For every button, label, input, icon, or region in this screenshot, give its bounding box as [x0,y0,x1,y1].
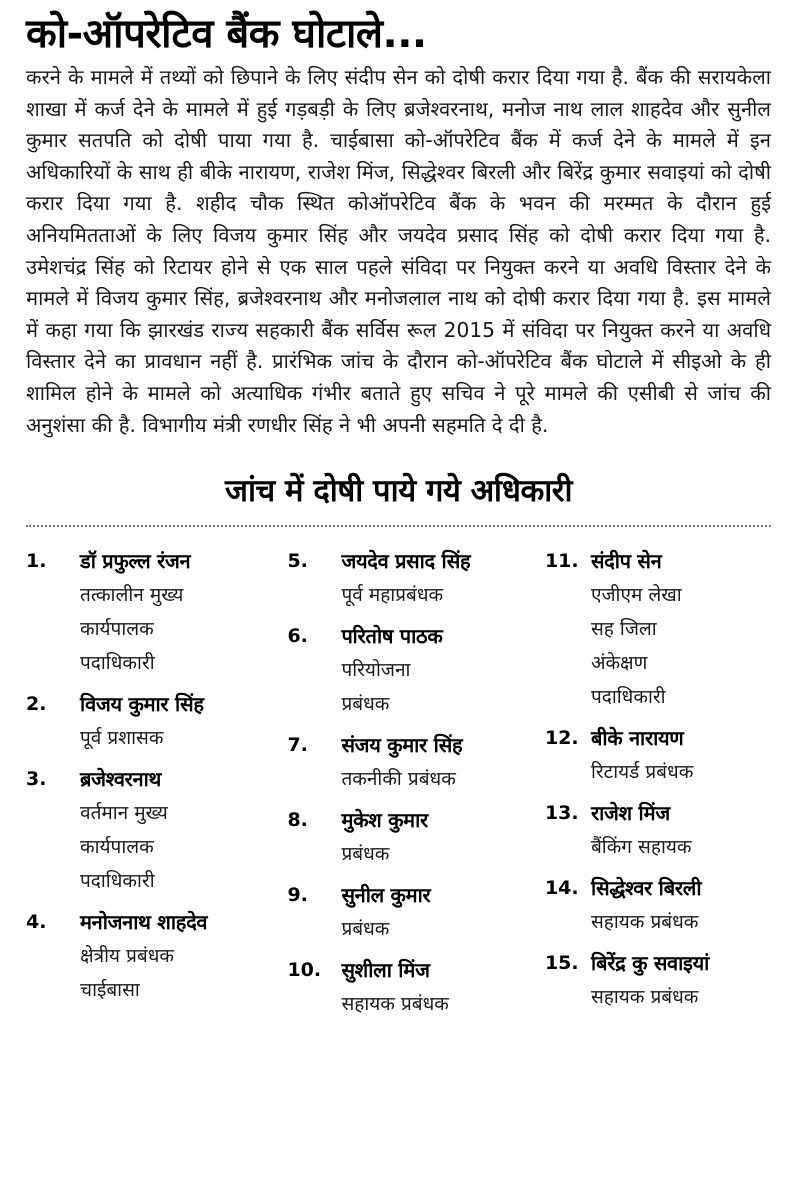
official-designation: तकनीकी प्रबंधक [341,768,456,791]
official-designation: क्षेत्रीय प्रबंधक [80,945,175,968]
subheading: जांच में दोषी पाये गये अधिकारी [224,473,573,510]
official-designation: कार्यपालक [80,618,154,641]
official-designation: सह जिला [590,618,657,641]
entry-info [341,545,470,612]
official-name: बिरेंद्र कु सवाइयां [590,951,710,976]
official-designation: पदाधिकारी [80,870,155,893]
official-designation: वर्तमान मुख्य [80,802,168,825]
official-name: सुनील कुमार [341,883,431,908]
entry-info [591,872,701,939]
official-name: डॉ प्रफुल्ल रंजन [80,549,191,574]
official-entry [26,906,287,1007]
official-name: विजय कुमार सिंह [80,692,204,717]
officials-column-3 [545,545,771,1029]
entry-info [591,545,682,714]
official-designation: तत्कालीन मुख्य [80,584,184,607]
official-name: ब्रजेश्वरनाथ [80,767,162,792]
entry-number: 9. [287,884,308,907]
official-entry [287,879,545,946]
officials-column-1 [26,545,287,1029]
official-name: सुशीला मिंज [341,958,430,983]
entry-info [341,954,448,1021]
article-body: करने के मामले में तथ्यों को छिपाने के लिए संदीप सेन को दोषी करार दिया गया है. बैंक की सरायकेला शाखा में कर्ज देने के मामले में हुई गड़बड़ी के लिए ब्रजेश्वरनाथ, मनोज नाथ लाल शाहदेव और सुनील कुमार सतपति को दोषी पाया गया है. चाईबासा को-ऑपरेटिव बैंक में कर्ज देने के मामले में इन अधिकारियों के साथ ही बीके नारायण, राजेश मिंज, सिद्धेश्वर बिरली और बिरेंद्र कुमार सवाइयां को दोषी करार दिया गया है. शहीद चौक स्थित कोऑपरेटिव बैंक के भवन की मरम्मत के दौरान हुई अनियमितताओं के लिए विजय कुमार सिंह और जयदेव प्रसाद सिंह को दोषी करार दिया गया है. उमेशचंद्र सिंह को रिटायर होने से एक साल पहले संविदा पर नियुक्त करने या अवधि विस्तार देने के मामले में विजय कुमार सिंह, ब्रजेश्वरनाथ और मनोजलाल नाथ को दोषी करार दिया गया है. इस मामले में कहा गया कि झारखंड राज्य सहकारी बैंक सर्विस रूल 2015 में संविदा पर नियुक्त करने या अवधि विस्तार देने का प्रावधान नहीं है. प्रारंभिक जांच के दौरान को-ऑपरेटिव बैंक घोटाले में सीइओ के ही शामिल होने के मामले को अत्याधिक गंभीर बताते हुए सचिव ने पूरे मामले की एसीबी से जांच की अनुशंसा की है. विभागीय मंत्री रणधीर सिंह ने भी अपनी सहमति दे दी है. [26,65,771,437]
entry-number: 3. [26,768,47,791]
official-designation: पदाधिकारी [80,652,155,675]
entry-number: 7. [287,734,308,757]
official-name: सिद्धेश्वर बिरली [590,876,702,901]
officials-column-2 [287,545,545,1029]
official-designation: पदाधिकारी [590,686,666,709]
entry-number: 8. [287,809,308,832]
official-designation: प्रबंधक [341,693,390,716]
dotted-divider [26,525,771,527]
official-designation: कार्यपालक [80,836,154,859]
entry-number: 12. [544,727,579,750]
official-designation: सहायक प्रबंधक [341,993,449,1016]
official-name: संजय कुमार सिंह [341,733,463,758]
official-designation: प्रबंधक [341,843,390,866]
official-entry [545,872,771,939]
official-entry [287,954,545,1021]
official-designation: परियोजना [341,659,411,682]
entry-number: 4. [26,911,47,934]
official-name: परितोष पाठक [341,624,443,649]
official-name: जयदेव प्रसाद सिंह [341,549,471,574]
official-designation: पूर्व महाप्रबंधक [341,584,444,607]
official-entry [545,947,771,1014]
entry-number: 5. [287,550,308,573]
official-designation: प्रबंधक [341,918,390,941]
official-name: संदीप सेन [590,549,662,574]
official-designation: सहायक प्रबंधक [590,911,699,934]
entry-info [80,688,204,755]
official-entry [545,797,771,864]
entry-number: 14. [544,877,579,900]
entry-info [341,804,427,871]
official-name: मनोजनाथ शाहदेव [80,910,208,935]
official-entry [287,729,545,796]
official-designation: सहायक प्रबंधक [590,986,699,1009]
entry-info [341,620,442,721]
entry-info [341,729,462,796]
official-name: मुकेश कुमार [341,808,428,833]
entry-info [80,906,207,1007]
entry-number: 1. [26,550,47,573]
official-entry [545,545,771,714]
entry-number: 6. [287,625,308,648]
official-name: बीके नारायण [590,726,684,751]
entry-info [341,879,430,946]
official-designation: अंकेक्षण [590,652,648,675]
official-designation: बैंकिंग सहायक [590,836,692,859]
officials-list [26,545,771,1029]
official-entry [287,545,545,612]
official-entry [26,688,287,755]
entry-number: 11. [544,550,579,573]
entry-info [80,545,190,680]
official-designation: एजीएम लेखा [590,584,682,607]
official-entry [287,620,545,721]
entry-number: 15. [544,952,579,975]
entry-number: 10. [287,959,322,982]
official-designation: रिटायर्ड प्रबंधक [590,761,694,784]
entry-number: 13. [544,802,579,825]
entry-info [591,947,709,1014]
entry-info [591,722,693,789]
entry-info [591,797,692,864]
official-entry [545,722,771,789]
official-entry [287,804,545,871]
official-entry [26,763,287,898]
official-name: राजेश मिंज [590,801,670,826]
official-designation: चाईबासा [80,979,140,1002]
headline: को-ऑपरेटिव बैंक घोटाले... [26,11,427,57]
official-entry [26,545,287,680]
entry-info [80,763,168,898]
official-designation: पूर्व प्रशासक [80,727,164,750]
entry-number: 2. [26,693,47,716]
